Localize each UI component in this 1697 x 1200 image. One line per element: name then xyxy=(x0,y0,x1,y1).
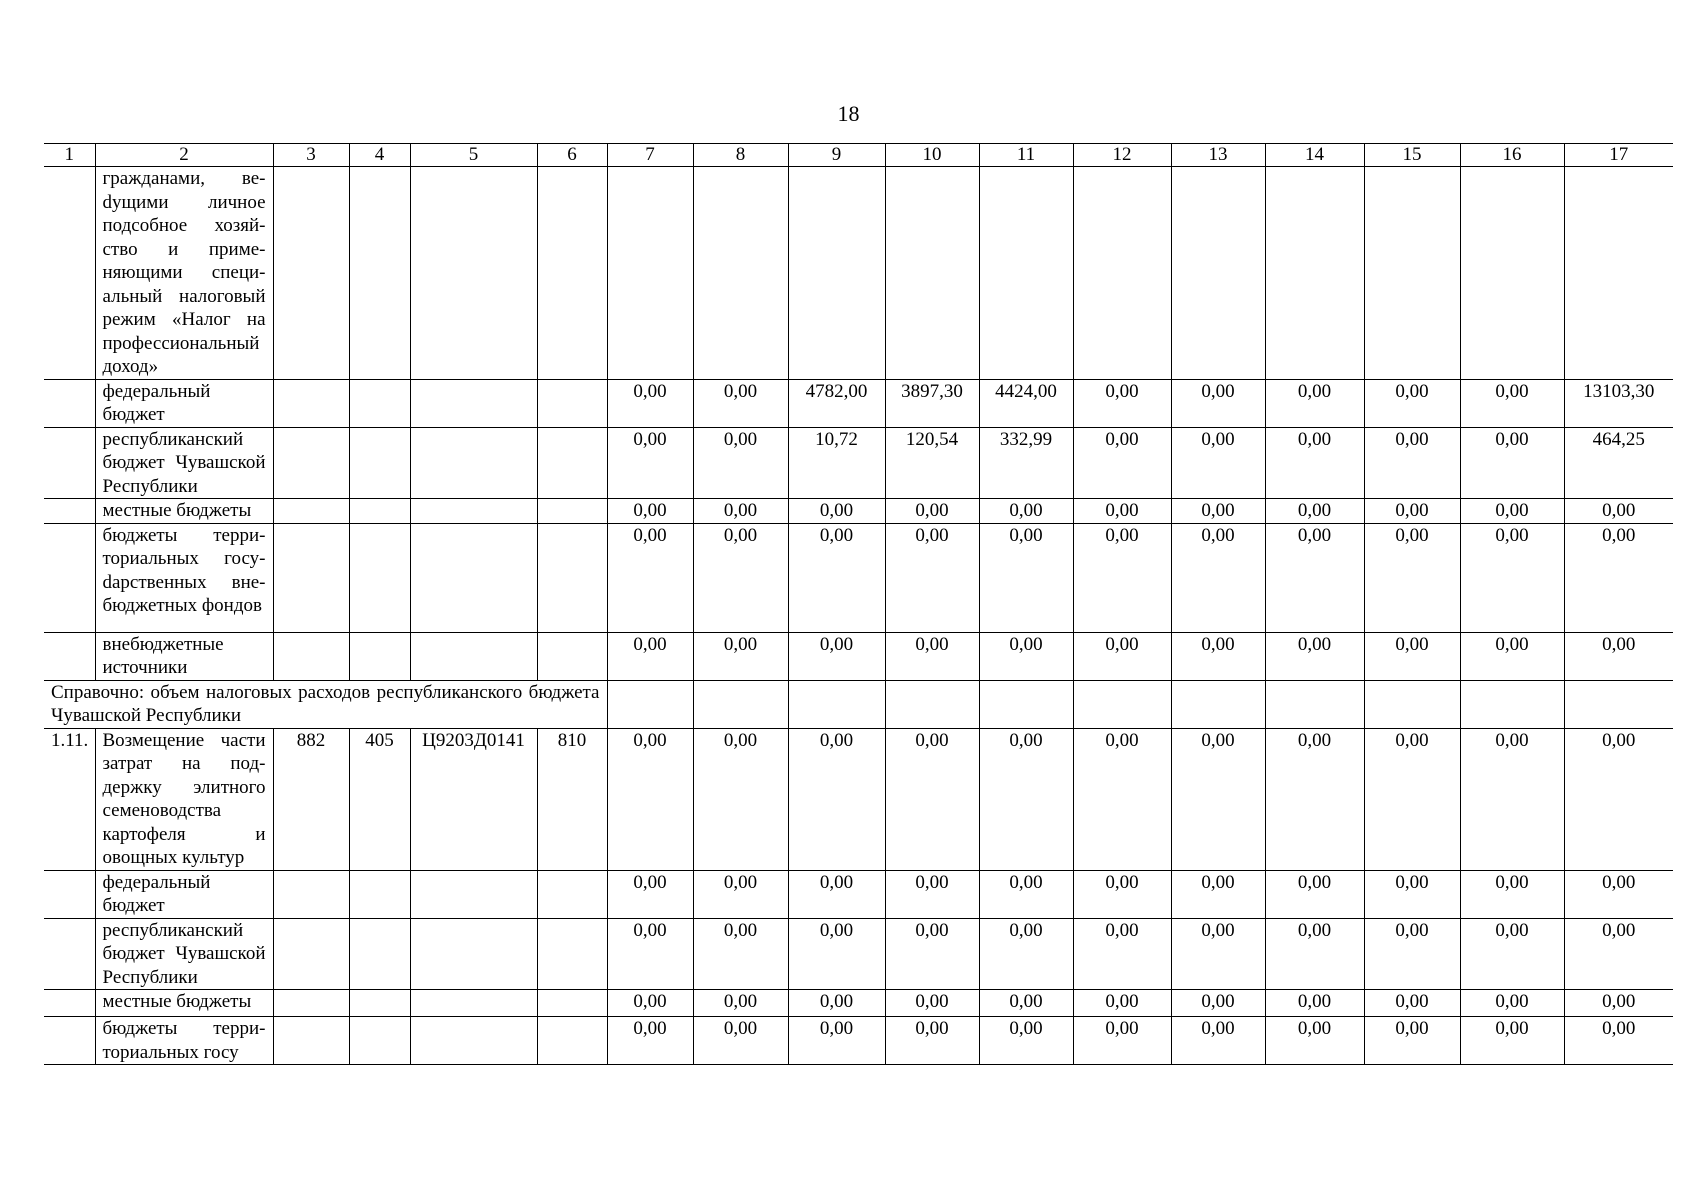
table-row xyxy=(44,918,1673,990)
column-header: 5 xyxy=(410,144,537,167)
table-row xyxy=(44,427,1673,499)
value-cell: 0,00 xyxy=(885,870,979,918)
value-cell: 0,00 xyxy=(607,728,693,870)
code-cell: 405 xyxy=(349,728,410,870)
value-cell: 3897,30 xyxy=(885,379,979,427)
code-cell xyxy=(537,990,607,1017)
code-cell xyxy=(410,632,537,680)
value-cell xyxy=(1073,167,1171,380)
budget-table xyxy=(44,143,1673,1065)
row-name: республиканский бюджет Чувашской Республики xyxy=(95,427,273,499)
value-cell: 0,00 xyxy=(1265,379,1364,427)
value-cell: 0,00 xyxy=(979,870,1073,918)
code-cell xyxy=(537,499,607,524)
row-number xyxy=(44,379,95,427)
value-cell: 0,00 xyxy=(693,918,788,990)
value-cell: 0,00 xyxy=(607,870,693,918)
column-header: 11 xyxy=(979,144,1073,167)
code-cell xyxy=(349,918,410,990)
value-cell: 0,00 xyxy=(693,427,788,499)
code-cell xyxy=(537,167,607,380)
value-cell: 0,00 xyxy=(1564,918,1673,990)
value-cell: 0,00 xyxy=(885,523,979,632)
value-cell: 0,00 xyxy=(1265,918,1364,990)
value-cell: 0,00 xyxy=(1460,523,1564,632)
row-number xyxy=(44,523,95,632)
value-cell: 0,00 xyxy=(1460,379,1564,427)
value-cell: 0,00 xyxy=(979,728,1073,870)
value-cell xyxy=(1265,167,1364,380)
value-cell: 0,00 xyxy=(1364,990,1460,1017)
code-cell xyxy=(273,1017,349,1065)
value-cell xyxy=(1564,167,1673,380)
row-number xyxy=(44,870,95,918)
row-number xyxy=(44,918,95,990)
code-cell xyxy=(537,427,607,499)
value-cell: 0,00 xyxy=(693,632,788,680)
table-row xyxy=(44,728,1673,870)
value-cell xyxy=(788,167,885,380)
value-cell: 0,00 xyxy=(979,499,1073,524)
value-cell: 0,00 xyxy=(1073,728,1171,870)
value-cell: 0,00 xyxy=(788,918,885,990)
code-cell xyxy=(410,870,537,918)
column-header: 4 xyxy=(349,144,410,167)
value-cell: 0,00 xyxy=(1564,870,1673,918)
value-cell: 0,00 xyxy=(1171,523,1265,632)
code-cell xyxy=(273,167,349,380)
value-cell: 0,00 xyxy=(979,918,1073,990)
code-cell xyxy=(349,379,410,427)
value-cell: 0,00 xyxy=(1564,1017,1673,1065)
code-cell xyxy=(349,632,410,680)
value-cell: 0,00 xyxy=(607,499,693,524)
column-header: 8 xyxy=(693,144,788,167)
value-cell: 0,00 xyxy=(1171,499,1265,524)
column-header: 13 xyxy=(1171,144,1265,167)
value-cell: 0,00 xyxy=(693,870,788,918)
value-cell: 0,00 xyxy=(1171,990,1265,1017)
value-cell: 0,00 xyxy=(1460,990,1564,1017)
value-cell: 0,00 xyxy=(1364,427,1460,499)
code-cell xyxy=(349,990,410,1017)
value-cell: 120,54 xyxy=(885,427,979,499)
value-cell: 0,00 xyxy=(607,379,693,427)
value-cell xyxy=(1265,680,1364,728)
column-header: 17 xyxy=(1564,144,1673,167)
value-cell: 0,00 xyxy=(885,728,979,870)
value-cell: 0,00 xyxy=(1564,990,1673,1017)
value-cell: 0,00 xyxy=(1364,918,1460,990)
code-cell xyxy=(273,870,349,918)
value-cell: 0,00 xyxy=(1265,1017,1364,1065)
value-cell: 0,00 xyxy=(1073,379,1171,427)
table-row xyxy=(44,523,1673,632)
value-cell: 0,00 xyxy=(1265,499,1364,524)
code-cell xyxy=(410,1017,537,1065)
row-number xyxy=(44,427,95,499)
value-cell xyxy=(885,167,979,380)
value-cell: 0,00 xyxy=(607,1017,693,1065)
value-cell: 0,00 xyxy=(788,523,885,632)
code-cell xyxy=(349,1017,410,1065)
row-number xyxy=(44,990,95,1017)
row-name: бюджеты территориальных госу xyxy=(95,1017,273,1065)
code-cell xyxy=(349,427,410,499)
value-cell: 0,00 xyxy=(788,632,885,680)
code-cell xyxy=(410,167,537,380)
value-cell: 0,00 xyxy=(979,523,1073,632)
table-row xyxy=(44,1017,1673,1065)
code-cell xyxy=(273,523,349,632)
column-header: 7 xyxy=(607,144,693,167)
value-cell: 0,00 xyxy=(1460,870,1564,918)
value-cell: 10,72 xyxy=(788,427,885,499)
value-cell: 0,00 xyxy=(1460,918,1564,990)
value-cell: 0,00 xyxy=(788,990,885,1017)
code-cell xyxy=(349,523,410,632)
value-cell: 0,00 xyxy=(1460,427,1564,499)
value-cell: 0,00 xyxy=(885,918,979,990)
code-cell xyxy=(273,632,349,680)
row-number xyxy=(44,632,95,680)
value-cell xyxy=(607,680,693,728)
value-cell xyxy=(1364,680,1460,728)
row-name: внебюджетные источники xyxy=(95,632,273,680)
code-cell xyxy=(537,870,607,918)
code-cell xyxy=(537,632,607,680)
value-cell: 0,00 xyxy=(1364,632,1460,680)
column-header: 1 xyxy=(44,144,95,167)
value-cell: 0,00 xyxy=(885,632,979,680)
value-cell: 4782,00 xyxy=(788,379,885,427)
value-cell: 4424,00 xyxy=(979,379,1073,427)
code-cell xyxy=(349,870,410,918)
code-cell xyxy=(273,427,349,499)
code-cell xyxy=(273,379,349,427)
column-header: 16 xyxy=(1460,144,1564,167)
row-number xyxy=(44,1017,95,1065)
value-cell: 0,00 xyxy=(1073,990,1171,1017)
column-header: 6 xyxy=(537,144,607,167)
row-name: федеральный бюджет xyxy=(95,379,273,427)
table-row xyxy=(44,167,1673,380)
value-cell: 0,00 xyxy=(885,499,979,524)
value-cell: 0,00 xyxy=(1265,728,1364,870)
value-cell: 0,00 xyxy=(1564,632,1673,680)
column-header: 2 xyxy=(95,144,273,167)
code-cell xyxy=(537,379,607,427)
code-cell xyxy=(410,499,537,524)
value-cell: 0,00 xyxy=(693,523,788,632)
value-cell: 0,00 xyxy=(1073,918,1171,990)
value-cell xyxy=(885,680,979,728)
column-header: 12 xyxy=(1073,144,1171,167)
value-cell: 0,00 xyxy=(1265,523,1364,632)
code-cell xyxy=(273,990,349,1017)
value-cell: 0,00 xyxy=(607,427,693,499)
value-cell: 0,00 xyxy=(693,499,788,524)
row-name: местные бюджеты xyxy=(95,990,273,1017)
row-name: бюджеты территориальных госуdарственных внебюджетных фондов xyxy=(95,523,273,632)
table-row xyxy=(44,990,1673,1017)
value-cell: 0,00 xyxy=(1265,870,1364,918)
row-name: республиканский бюджет Чувашской Республики xyxy=(95,918,273,990)
value-cell: 0,00 xyxy=(1171,632,1265,680)
value-cell: 0,00 xyxy=(1460,632,1564,680)
value-cell: 0,00 xyxy=(1460,1017,1564,1065)
code-cell xyxy=(349,499,410,524)
value-cell: 0,00 xyxy=(693,1017,788,1065)
value-cell: 0,00 xyxy=(1073,632,1171,680)
value-cell xyxy=(788,680,885,728)
column-header: 9 xyxy=(788,144,885,167)
value-cell: 0,00 xyxy=(1364,1017,1460,1065)
column-header: 10 xyxy=(885,144,979,167)
value-cell: 0,00 xyxy=(788,1017,885,1065)
value-cell xyxy=(1564,680,1673,728)
value-cell: 0,00 xyxy=(1073,523,1171,632)
code-cell xyxy=(410,990,537,1017)
reference-note: Справочно: объем налоговых расходов республиканского бюджета Чувашской Республики xyxy=(44,680,607,728)
value-cell: 0,00 xyxy=(607,632,693,680)
code-cell: 882 xyxy=(273,728,349,870)
code-cell xyxy=(273,499,349,524)
value-cell: 0,00 xyxy=(1460,728,1564,870)
table-row xyxy=(44,870,1673,918)
value-cell: 0,00 xyxy=(1073,427,1171,499)
value-cell: 464,25 xyxy=(1564,427,1673,499)
column-header: 3 xyxy=(273,144,349,167)
value-cell: 0,00 xyxy=(693,728,788,870)
value-cell xyxy=(607,167,693,380)
code-cell xyxy=(410,523,537,632)
value-cell: 0,00 xyxy=(788,499,885,524)
row-number xyxy=(44,167,95,380)
code-cell: 810 xyxy=(537,728,607,870)
value-cell: 0,00 xyxy=(1073,499,1171,524)
table-row xyxy=(44,632,1673,680)
value-cell: 0,00 xyxy=(607,990,693,1017)
value-cell: 0,00 xyxy=(885,1017,979,1065)
code-cell: Ц9203Д0141 xyxy=(410,728,537,870)
value-cell: 0,00 xyxy=(979,632,1073,680)
value-cell: 0,00 xyxy=(607,918,693,990)
value-cell xyxy=(1364,167,1460,380)
value-cell: 0,00 xyxy=(1364,523,1460,632)
value-cell: 0,00 xyxy=(788,728,885,870)
row-number: 1.11. xyxy=(44,728,95,870)
code-cell xyxy=(410,918,537,990)
table-row xyxy=(44,499,1673,524)
value-cell: 0,00 xyxy=(1364,379,1460,427)
row-name: местные бюджеты xyxy=(95,499,273,524)
value-cell: 332,99 xyxy=(979,427,1073,499)
value-cell: 0,00 xyxy=(979,1017,1073,1065)
value-cell xyxy=(693,167,788,380)
value-cell xyxy=(1171,167,1265,380)
table-row xyxy=(44,379,1673,427)
value-cell: 0,00 xyxy=(1564,523,1673,632)
value-cell: 0,00 xyxy=(1460,499,1564,524)
value-cell: 0,00 xyxy=(693,379,788,427)
value-cell: 0,00 xyxy=(693,990,788,1017)
header-row xyxy=(44,144,1673,167)
row-name: гражданами, веdущими личное подсобное хозяйство и применяющими специальный налоговый режим «Налог на профессиональный доход» xyxy=(95,167,273,380)
code-cell xyxy=(537,918,607,990)
value-cell xyxy=(1171,680,1265,728)
value-cell: 0,00 xyxy=(1171,1017,1265,1065)
value-cell: 0,00 xyxy=(1171,728,1265,870)
page-number: 18 xyxy=(837,101,860,126)
value-cell: 0,00 xyxy=(979,990,1073,1017)
column-header: 14 xyxy=(1265,144,1364,167)
code-cell xyxy=(410,427,537,499)
value-cell xyxy=(979,167,1073,380)
value-cell: 0,00 xyxy=(1171,870,1265,918)
value-cell xyxy=(1460,167,1564,380)
row-name: федеральный бюджет xyxy=(95,870,273,918)
value-cell: 0,00 xyxy=(1265,632,1364,680)
value-cell: 0,00 xyxy=(1171,918,1265,990)
code-cell xyxy=(537,523,607,632)
row-number xyxy=(44,499,95,524)
value-cell: 0,00 xyxy=(1564,499,1673,524)
value-cell xyxy=(693,680,788,728)
value-cell xyxy=(1073,680,1171,728)
value-cell: 0,00 xyxy=(1265,990,1364,1017)
code-cell xyxy=(537,1017,607,1065)
code-cell xyxy=(273,918,349,990)
column-header: 15 xyxy=(1364,144,1460,167)
row-name: Возмещение части затрат на поддержку элитного семеноводства картофеля и овощных культур xyxy=(95,728,273,870)
value-cell: 0,00 xyxy=(1364,499,1460,524)
value-cell: 0,00 xyxy=(1073,870,1171,918)
value-cell: 0,00 xyxy=(1564,728,1673,870)
value-cell: 13103,30 xyxy=(1564,379,1673,427)
code-cell xyxy=(349,167,410,380)
value-cell: 0,00 xyxy=(788,870,885,918)
table-row xyxy=(44,680,1673,728)
code-cell xyxy=(410,379,537,427)
value-cell xyxy=(979,680,1073,728)
value-cell: 0,00 xyxy=(1364,728,1460,870)
value-cell: 0,00 xyxy=(1265,427,1364,499)
value-cell: 0,00 xyxy=(885,990,979,1017)
value-cell: 0,00 xyxy=(1073,1017,1171,1065)
value-cell: 0,00 xyxy=(1364,870,1460,918)
value-cell xyxy=(1460,680,1564,728)
value-cell: 0,00 xyxy=(1171,427,1265,499)
value-cell: 0,00 xyxy=(1171,379,1265,427)
value-cell: 0,00 xyxy=(607,523,693,632)
